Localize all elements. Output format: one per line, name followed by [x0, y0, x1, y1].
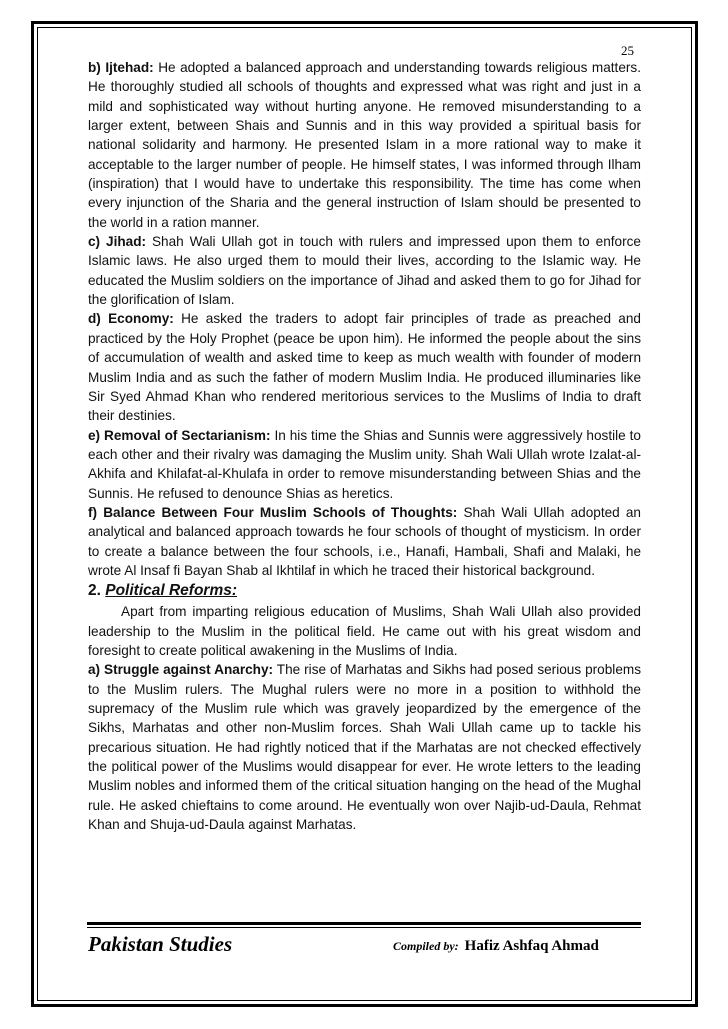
paragraph-heading: e) Removal of Sectarianism:: [88, 427, 271, 443]
footer-rule-thin: [87, 927, 641, 928]
paragraph-text: He adopted a balanced approach and understanding towards religious matters. He thoroughly studied all schools of thoughts and expressed what was right and just in a mild and sophisticated way without hurting anyone. He removed misunderstanding to a larger extent, between Shais and Sunnis and in this way provided a spiritual basis for national solidarity and harmony. He presented Islam in a more rational way to make it acceptable to the larger number of people. He himself states, I was informed through Ilham (inspiration) that I would have to undertake this responsibility. The time has come when every injunction of the Sharia and the general instruction of Islam should be presented to the world in a ration manner.: [88, 60, 641, 230]
section-heading-political-reforms: [88, 580, 641, 602]
paragraph-heading: c) Jihad:: [88, 234, 147, 250]
paragraph-ijtehad: [88, 58, 641, 232]
paragraph-text: Shah Wali Ullah adopted an analytical and balanced approach towards he four schools of thought of mysticism. In order to create a balance between the four schools, i.e., Hanafi, Hambali, Shafi and Malaki, he wrote Al Insaf fi Bayan Shab al Ikhtilaf in which he traced their historical background.: [88, 504, 641, 578]
paragraph-heading: f) Balance Between Four Muslim Schools of Thoughts:: [88, 504, 458, 520]
footer-compiled-label: Compiled by:: [393, 939, 459, 953]
paragraph-text: Shah Wali Ullah got in touch with rulers and impressed upon them to enforce Islamic laws. He also urged them to mould their lives, according to the Islamic way. He educated the Muslim soldiers on the importance of Jihad and asked them to go for Jihad for the glorification of Islam.: [88, 234, 641, 308]
paragraph-economy: [88, 309, 641, 425]
page-body: [88, 58, 641, 834]
footer-credit: [393, 937, 653, 955]
paragraph-heading: a) Struggle against Anarchy:: [88, 662, 274, 678]
footer-rule-thick: [87, 922, 641, 925]
section-number: 2.: [88, 582, 101, 600]
paragraph-text: He asked the traders to adopt fair principles of trade as preached and practiced by the Holy Prophet (peace be upon him). He informed the people about the sins of accumulation of wealth and asked time to keep as much wealth with founder of modern Muslim India and as such the father of modern Muslim India. He produced illuminaries like Sir Syed Ahmad Khan who rendered meritorious services to the Muslims of India to draft their destinies.: [88, 311, 641, 424]
section-title: Political Reforms:: [105, 582, 238, 600]
paragraph-struggle-anarchy: [88, 660, 641, 834]
paragraph-four-schools: [88, 503, 641, 580]
footer-course-title: Pakistan Studies: [88, 932, 233, 956]
paragraph-text: In his time the Shias and Sunnis were aggressively hostile to each other and their rivalry was damaging the Muslim unity. Shah Wali Ullah wrote Izalat-al-Akhifa and Khilafat-al-Khulafa in order to remove misunderstanding between Shias and the Sunnis. He refused to denounce Shias as heretics.: [88, 427, 641, 501]
paragraph-heading: d) Economy:: [88, 311, 174, 327]
paragraph-heading: b) Ijtehad:: [88, 60, 154, 75]
paragraph-political-intro: Apart from imparting religious education of Muslims, Shah Wali Ullah also provided leadership to the Muslim in the political field. He came out with his great wisdom and foresight to create political awakening in the Muslims of India.: [88, 604, 641, 658]
paragraph-jihad: [88, 232, 641, 309]
paragraph-sectarianism: [88, 426, 641, 503]
page-number: 25: [621, 43, 634, 58]
paragraph-text: The rise of Marhatas and Sikhs had posed serious problems to the Muslim rulers. The Mughal rulers were no more in a position to withhold the supremacy of the Muslim rule which was gravely jeopardized by the emergence of the Sikhs, Marhatas and other non-Muslim forces. Shah Wali Ullah came up to tackle his precarious situation. He had rightly noticed that if the Marhatas are not checked effectively the political power of the Muslims would disappear for ever. He wrote letters to the leading Muslim nobles and informed them of the critical situation hanging on the head of the Mughal rule. He asked chieftains to come around. He eventually won over Najib-ud-Daula, Rehmat Khan and Shuja-ud-Daula against Marhatas.: [88, 662, 641, 833]
footer-author: Hafiz Ashfaq Ahmad: [464, 938, 599, 954]
